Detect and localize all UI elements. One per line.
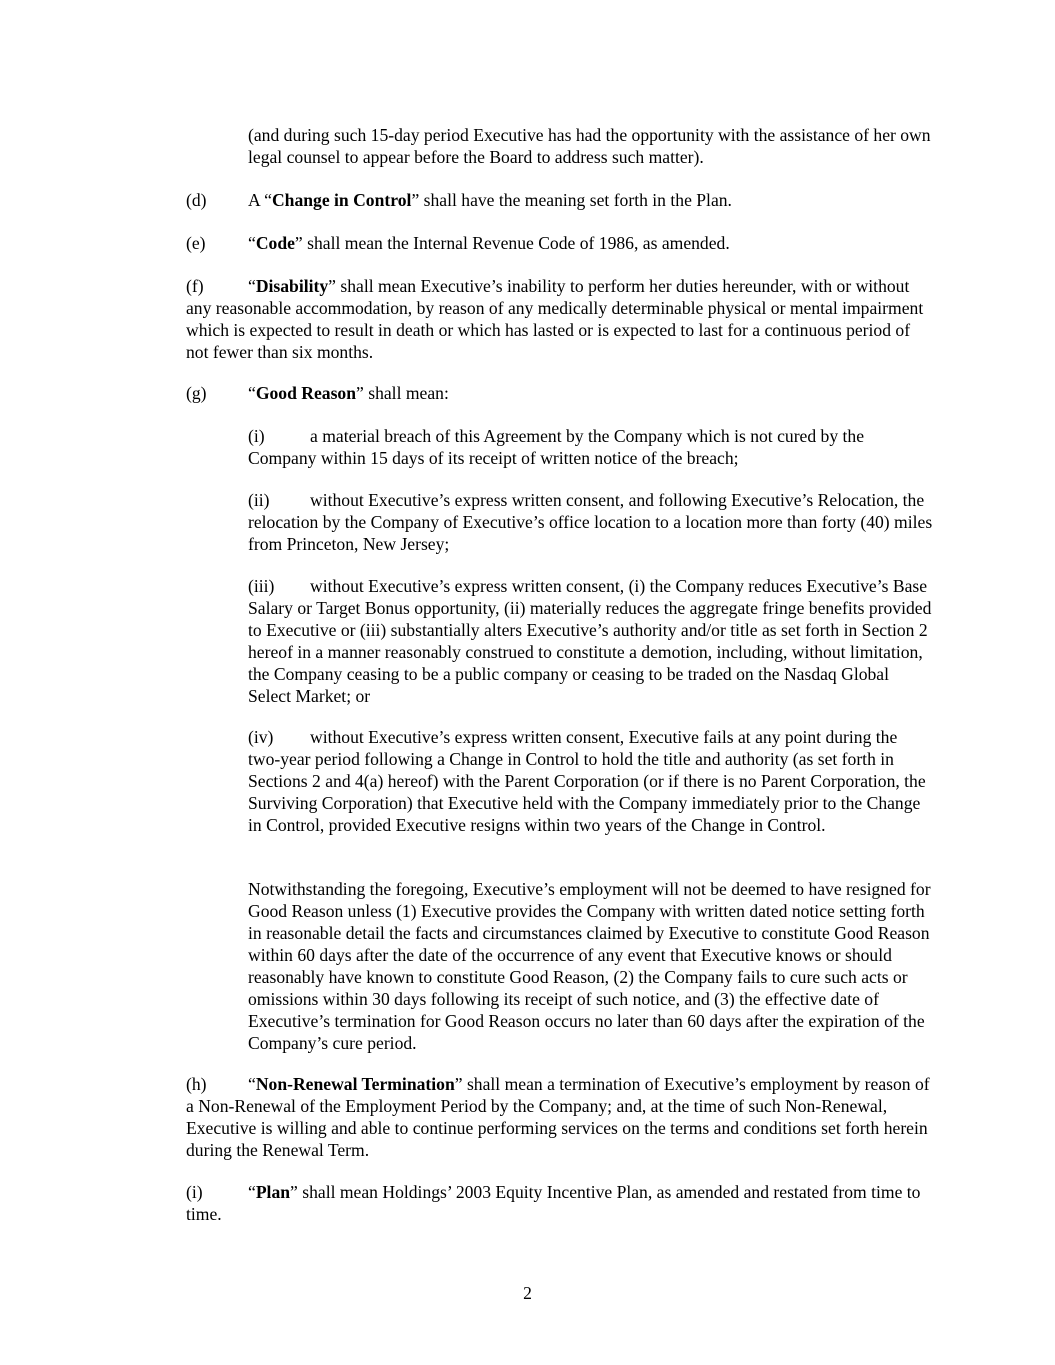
definition-g-label: (g) [186,383,207,403]
definition-d [186,189,931,211]
continuation-paragraph: (and during such 15-day period Executive has had the opportunity with the assistance of her own legal counsel to appear before the Board to address such matter). [248,125,931,167]
definition-i-label: (i) [186,1182,203,1202]
good-reason-item-ii-text: without Executive’s express written consent, and following Executive’s Relocation, the relocation by the Company of Executive’s office location to a location more than forty (40) miles from Princeton, New Jersey; [248,490,933,554]
definition-i-term: Plan [255,1182,291,1202]
definition-i-text: ” shall mean Holdings’ 2003 Equity Incentive Plan, as amended and restated from time to time. [186,1182,921,1224]
definition-f-open: “ [248,276,256,296]
definition-d-open: A “ [248,190,272,210]
definition-g-term: Good Reason [255,383,357,403]
good-reason-item-iii [248,575,933,707]
definition-i-open: “ [248,1182,256,1202]
definition-e [186,232,931,254]
good-reason-item-iii-text: without Executive’s express written consent, (i) the Company reduces Executive’s Base Salary or Target Bonus opportunity, (ii) materially reduces the aggregate fringe benefits provided to Executive or (iii) substantially alters Executive’s authority and/or title as set forth in Section 2 hereof in a manner reasonably construed to constitute a demotion, including, without limitation, the Company ceasing to be a public company or ceasing to be traded on the Nasdaq Global Select Market; or [248,576,932,706]
definition-h-label: (h) [186,1074,207,1094]
definition-f-text: ” shall mean Executive’s inability to perform her duties hereunder, with or without any reasonable accommodation, by reason of any medically determinable physical or mental impairment which is expected to result in death or which has lasted or is expected to last for a continuous period of not fewer than six months. [186,276,924,362]
definition-g-open: “ [248,383,256,403]
definition-g-text: ” shall mean: [356,383,449,403]
good-reason-item-iii-label: (iii) [248,576,275,596]
definition-e-open: “ [248,233,256,253]
good-reason-item-ii-label: (ii) [248,490,270,510]
good-reason-item-iv-label: (iv) [248,727,274,747]
good-reason-item-iv [248,726,933,836]
definition-g [186,382,931,404]
good-reason-item-ii [248,489,933,555]
definition-e-label: (e) [186,233,206,253]
definition-f [186,275,931,363]
good-reason-item-i-text: a material breach of this Agreement by the Company which is not cured by the Company within 15 days of its receipt of written notice of the breach; [248,426,865,468]
definition-d-text: ” shall have the meaning set forth in the Plan. [411,190,732,210]
definition-d-label: (d) [186,190,207,210]
good-reason-item-i [248,425,933,469]
definition-d-term: Change in Control [271,190,412,210]
definition-e-text: ” shall mean the Internal Revenue Code of 1986, as amended. [294,233,730,253]
definition-h [186,1073,931,1161]
definition-i [186,1181,931,1225]
definition-f-term: Disability [255,276,329,296]
page-number: 2 [523,1283,532,1303]
definition-h-text: ” shall mean a termination of Executive’s employment by reason of a Non-Renewal of the Employment Period by the Company; and, at the time of such Non-Renewal, Executive is willing and able to continue performing services on the terms and conditions set forth herein during the Renewal Term. [186,1074,930,1160]
good-reason-item-i-label: (i) [248,426,265,446]
good-reason-item-iv-text: without Executive’s express written consent, Executive fails at any point during the two-year period following a Change in Control to hold the title and authority (as set forth in Sections 2 and 4(a) hereof) with the Parent Corporation (or if there is no Parent Corporation, the Surviving Corporation) that Executive held with the Company immediately prior to the Change in Control, provided Executive resigns within two years of the Change in Control. [248,727,926,835]
definition-e-term: Code [255,233,295,253]
definition-h-term: Non-Renewal Termination [255,1074,455,1094]
definition-f-label: (f) [186,276,204,296]
notwithstanding-paragraph: Notwithstanding the foregoing, Executive’s employment will not be deemed to have resigned for Good Reason unless (1) Executive provides the Company with written dated notice setting forth in reasonable detail the facts and circumstances claimed by Executive to constitute Good Reason within 60 days after the date of the occurrence of any event that Executive knows or should reasonably have known to constitute Good Reason, (2) the Company fails to cure such acts or omissions within 30 days following its receipt of such notice, and (3) the effective date of Executive’s termination for Good Reason occurs no later than 60 days after the expiration of the Company’s cure period. [248,879,931,1053]
definition-h-open: “ [248,1074,256,1094]
